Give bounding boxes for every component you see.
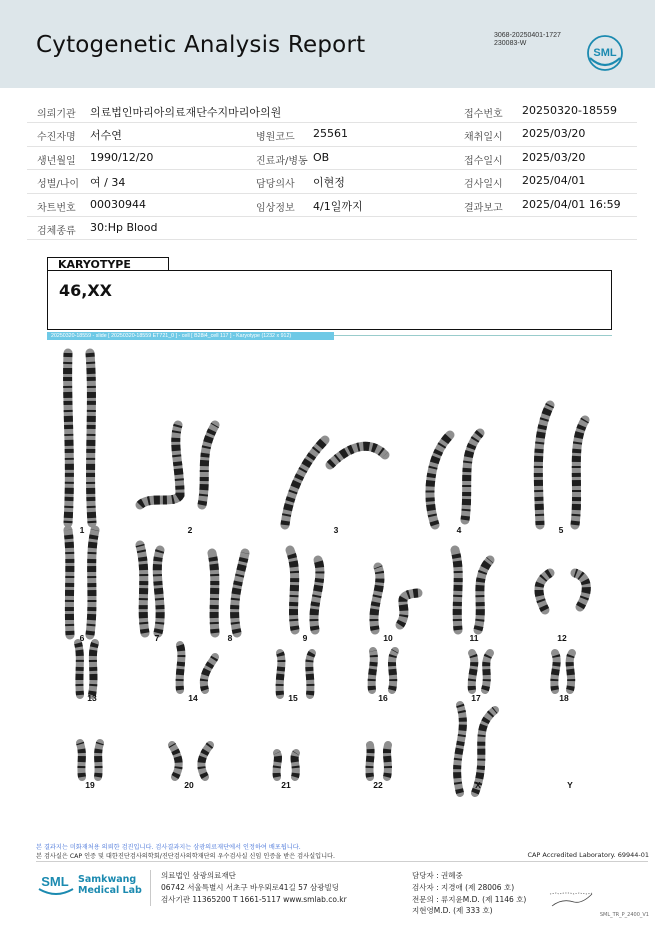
chromosome-label: 6 (79, 633, 85, 643)
info-value: 25561 (313, 127, 348, 141)
info-value: 2025/04/01 16:59 (522, 197, 621, 211)
info-value: 2025/03/20 (522, 127, 586, 141)
info-label: 병원코드 (256, 132, 295, 144)
info-value: 이현정 (313, 176, 345, 190)
karyogram-image (40, 345, 620, 800)
chromosome-label: Y (567, 780, 573, 790)
report-header (0, 0, 655, 88)
sml-logo-text: SML (593, 47, 617, 59)
info-value: 20250320-18559 (522, 104, 617, 117)
info-value: 의료법인마리아의료재단수지마리아의원 (90, 106, 282, 119)
chromosome-label: 15 (288, 693, 298, 703)
file-info-line (334, 335, 612, 336)
info-row (27, 123, 637, 146)
staff-line: 전문의 : 류지윤M.D. (제 1146 호) (412, 895, 527, 904)
report-code-line2: 230083-W (494, 40, 527, 47)
address-line: 의료법인 삼광의료재단 (161, 871, 236, 880)
info-value: 2025/03/20 (522, 150, 586, 164)
info-label: 채취일시 (464, 132, 503, 144)
report-code-line1: 3068-20250401-1727 (494, 32, 561, 39)
chromosome-label: 4 (456, 525, 462, 535)
chromosome-label: 8 (227, 633, 233, 643)
chromosome-label: X (475, 780, 481, 790)
staff-line: 검사자 : 지경애 (제 28006 호) (412, 883, 515, 892)
sml-logo-icon (586, 34, 624, 72)
chromosome-label: 2 (187, 525, 193, 535)
company-name-1: Samkwang (78, 874, 137, 885)
info-value: 서수연 (90, 129, 122, 143)
info-value: OB (313, 150, 330, 164)
info-label: 담당의사 (256, 179, 295, 191)
info-row (27, 194, 637, 217)
info-row (27, 170, 637, 193)
staff-line: 담당자 : 권혜중 (412, 871, 463, 880)
karyotype-tab-label: KARYOTYPE (58, 258, 131, 271)
address-line: 검사기관 11365200 T 1661-5117 www.smlab.co.kr (161, 895, 347, 904)
info-label: 차트번호 (37, 202, 76, 214)
chromosome-label: 16 (378, 693, 388, 703)
report-code (494, 32, 561, 48)
chromosome-4-1 (430, 435, 450, 525)
image-file-info: 20250320-18559 - slide [ 20250320-18559 ET721_0 ] - cell [ B28i4_cell 117 ] - Karyotype (1232 x 912) (47, 332, 334, 340)
chromosome-14-1 (180, 645, 182, 690)
chromosome-label: 7 (154, 633, 160, 643)
karyotype-result: 46,XX (59, 281, 113, 300)
chromosome-label: 21 (281, 780, 291, 790)
chromosome-label: 22 (373, 780, 383, 790)
karyotype-result-box (47, 270, 612, 330)
info-label: 성별/나이 (37, 179, 80, 191)
samkwang-logo-icon (36, 869, 76, 899)
chromosome-label: 10 (383, 633, 393, 643)
chromosome-label: 14 (188, 693, 198, 703)
info-label: 수진자명 (37, 132, 76, 144)
info-value: 4/1일까지 (313, 199, 363, 213)
chromosome-label: 12 (557, 633, 567, 643)
karyotype-tab (47, 257, 169, 271)
chromosome-label: 1 (79, 525, 85, 535)
info-label: 결과보고 (464, 202, 503, 214)
info-value: 2025/04/01 (522, 174, 586, 188)
document-code: SML_TR_P_2400_V1 (599, 912, 649, 918)
info-label: 생년월일 (37, 155, 76, 167)
footer-note-blue: 본 결과지는 미화재처용 의뢰한 검진입니다. 검사결과지는 삼광의료재단에서 인정하여 배포됩니다. (36, 844, 301, 851)
chromosome-label: 20 (184, 780, 194, 790)
footer-note: 본 검사실은 CAP 인증 및 대한진단검사의학회/진단검사의학재단의 우수검사실 신임 인증을 받은 검사실입니다. (36, 853, 335, 860)
report-title: Cytogenetic Analysis Report (36, 32, 366, 58)
info-label: 검체종류 (37, 225, 76, 237)
address-line: 06742 서울특별시 서초구 바우뫼로41길 57 삼광빌딩 (161, 883, 340, 892)
staff-line: 지현영M.D. (제 333 호) (412, 906, 493, 915)
signature-icon (548, 880, 608, 910)
info-label: 접수번호 (464, 109, 503, 120)
info-row (27, 217, 637, 240)
info-value: 00030944 (90, 197, 146, 211)
chromosome-label: 9 (302, 633, 308, 643)
info-label: 접수일시 (464, 155, 503, 167)
info-label: 진료과/병동 (256, 155, 308, 167)
info-label: 검사일시 (464, 179, 503, 191)
info-label: 임상정보 (256, 202, 295, 214)
info-value: 30:Hp Blood (90, 220, 158, 234)
chromosome-label: 5 (558, 525, 564, 535)
company-name-2: Medical Lab (78, 885, 142, 896)
chromosome-label: 18 (559, 693, 569, 703)
chromosome-label: 11 (469, 633, 479, 643)
chromosome-label: 19 (85, 780, 95, 790)
info-value: 1990/12/20 (90, 150, 154, 164)
karyogram (40, 345, 620, 800)
info-value: 여 / 34 (90, 176, 126, 190)
chromosome-label: 17 (471, 693, 481, 703)
footer-separator (150, 870, 151, 906)
chromosome-3-2 (330, 446, 385, 465)
info-row (27, 100, 637, 123)
footer-divider (36, 861, 648, 862)
chromosome-label: 13 (87, 693, 97, 703)
chromosome-label: 3 (333, 525, 339, 535)
samkwang-logo-text: SML (41, 874, 69, 889)
cap-accreditation: CAP Accredited Laboratory. 69944-01 (527, 851, 649, 859)
info-label: 의뢰기관 (37, 109, 76, 120)
info-row (27, 147, 637, 170)
patient-info-table (27, 100, 637, 240)
